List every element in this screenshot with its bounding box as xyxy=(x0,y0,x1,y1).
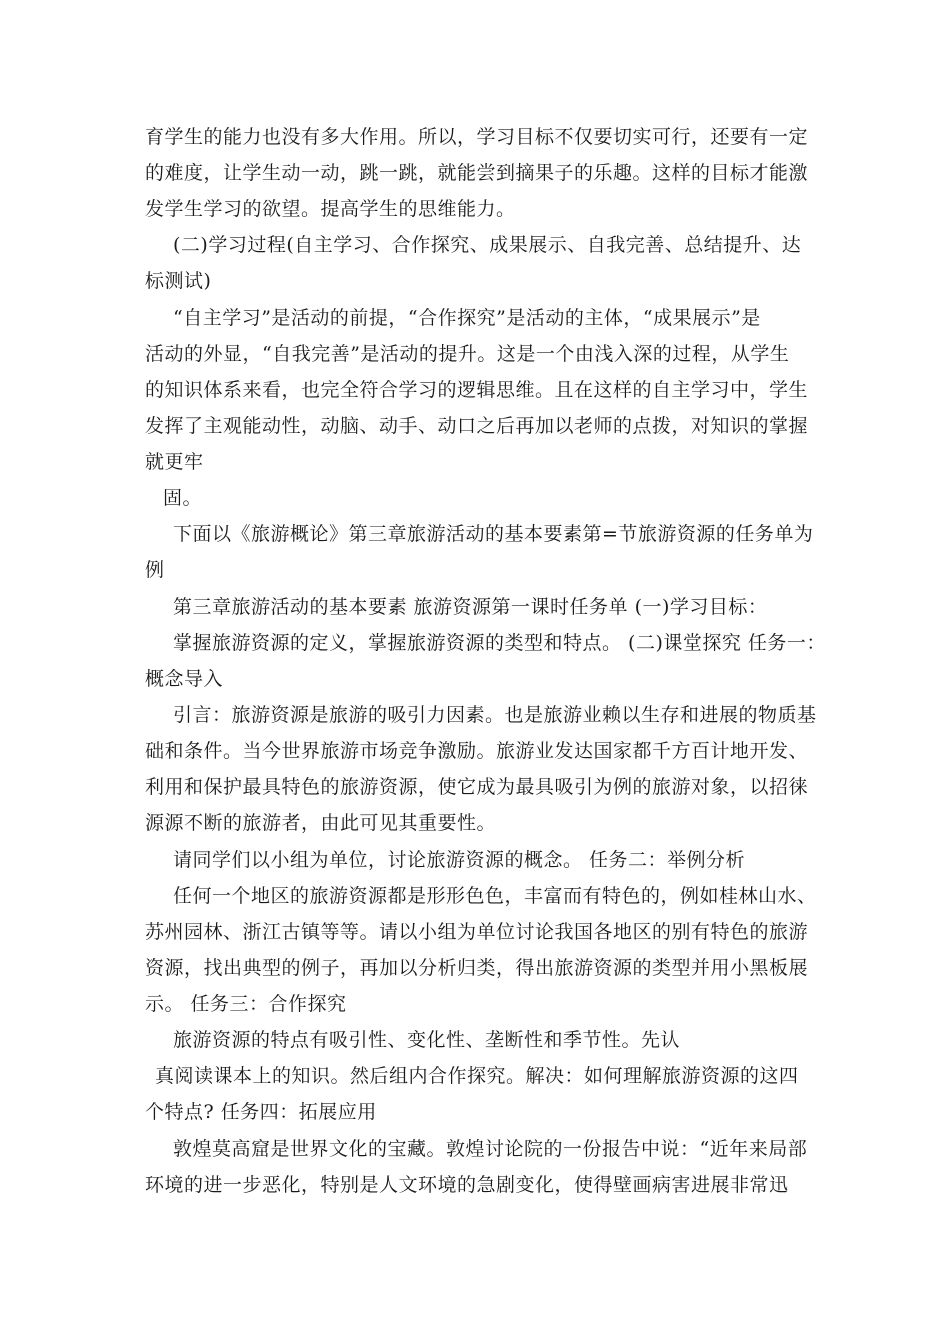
text-line: 利用和保护最具特色的旅游资源，使它成为最具吸引为例的旅游对象，以招徕 xyxy=(145,776,809,798)
text-line: 真阅读课本上的知识。然后组内合作探究。解决：如何理解旅游资源的这四 xyxy=(155,1065,799,1087)
text-line: 任何一个地区的旅游资源都是形形色色，丰富而有特色的，例如桂林山水、 xyxy=(173,885,817,907)
text-line: 固。 xyxy=(163,487,203,509)
text-line: 旅游资源的特点有吸引性、变化性、垄断性和季节性。先认 xyxy=(173,1029,681,1051)
text-line: 请同学们以小组为单位，讨论旅游资源的概念。 任务二：举例分析 xyxy=(173,849,746,871)
text-line: 的难度，让学生动一动，跳一跳，就能尝到摘果子的乐趣。这样的目标才能激 xyxy=(145,162,809,184)
text-line: 概念导入 xyxy=(145,668,224,690)
text-line: 引言：旅游资源是旅游的吸引力因素。也是旅游业赖以生存和进展的物质基 xyxy=(173,704,817,726)
text-line: 敦煌莫高窟是世界文化的宝藏。敦煌讨论院的一份报告中说：“近年来局部 xyxy=(173,1138,808,1160)
text-line: 标测试) xyxy=(145,270,212,292)
text-line: 示。 任务三：合作探究 xyxy=(145,993,347,1015)
text-line: 的知识体系来看，也完全符合学习的逻辑思维。且在这样的自主学习中，学生 xyxy=(145,379,809,401)
text-line: 育学生的能力也没有多大作用。所以，学习目标不仅要切实可行，还要有一定 xyxy=(145,126,809,148)
text-line: 掌握旅游资源的定义，掌握旅游资源的类型和特点。 (二)课堂探究 任务一： xyxy=(173,632,826,654)
text-line: 活动的外显，“自我完善”是活动的提升。这是一个由浅入深的过程，从学生 xyxy=(145,343,790,365)
text-line: 环境的进一步恶化，特别是人文环境的急剧变化，使得壁画病害进展非常迅 xyxy=(145,1174,789,1196)
text-line: 苏州园林、浙江古镇等等。请以小组为单位讨论我国各地区的别有特色的旅游 xyxy=(145,921,809,943)
text-line: 下面以《旅游概论》第三章旅游活动的基本要素第=节旅游资源的任务单为 xyxy=(173,523,814,545)
text-line: 发学生学习的欲望。提高学生的思维能力。 xyxy=(145,198,516,220)
text-line: “自主学习”是活动的前提，“合作探究”是活动的主体，“成果展示”是 xyxy=(173,307,761,329)
text-line: 例 xyxy=(145,559,165,581)
text-line: 个特点? 任务四：拓展应用 xyxy=(145,1101,377,1123)
text-line: 发挥了主观能动性，动脑、动手、动口之后再加以老师的点拨，对知识的掌握 xyxy=(145,415,809,437)
text-line: 源源不断的旅游者，由此可见其重要性。 xyxy=(145,812,497,834)
text-line: 资源，找出典型的例子，再加以分析归类，得出旅游资源的类型并用小黑板展 xyxy=(145,957,809,979)
text-line: 础和条件。当今世界旅游市场竞争激励。旅游业发达国家都千方百计地开发、 xyxy=(145,740,809,762)
text-line: (二)学习过程(自主学习、合作探究、成果展示、自我完善、总结提升、达 xyxy=(173,234,802,256)
text-line: 就更牢 xyxy=(145,451,204,473)
text-line: 第三章旅游活动的基本要素 旅游资源第一课时任务单 (一)学习目标： xyxy=(173,596,768,618)
